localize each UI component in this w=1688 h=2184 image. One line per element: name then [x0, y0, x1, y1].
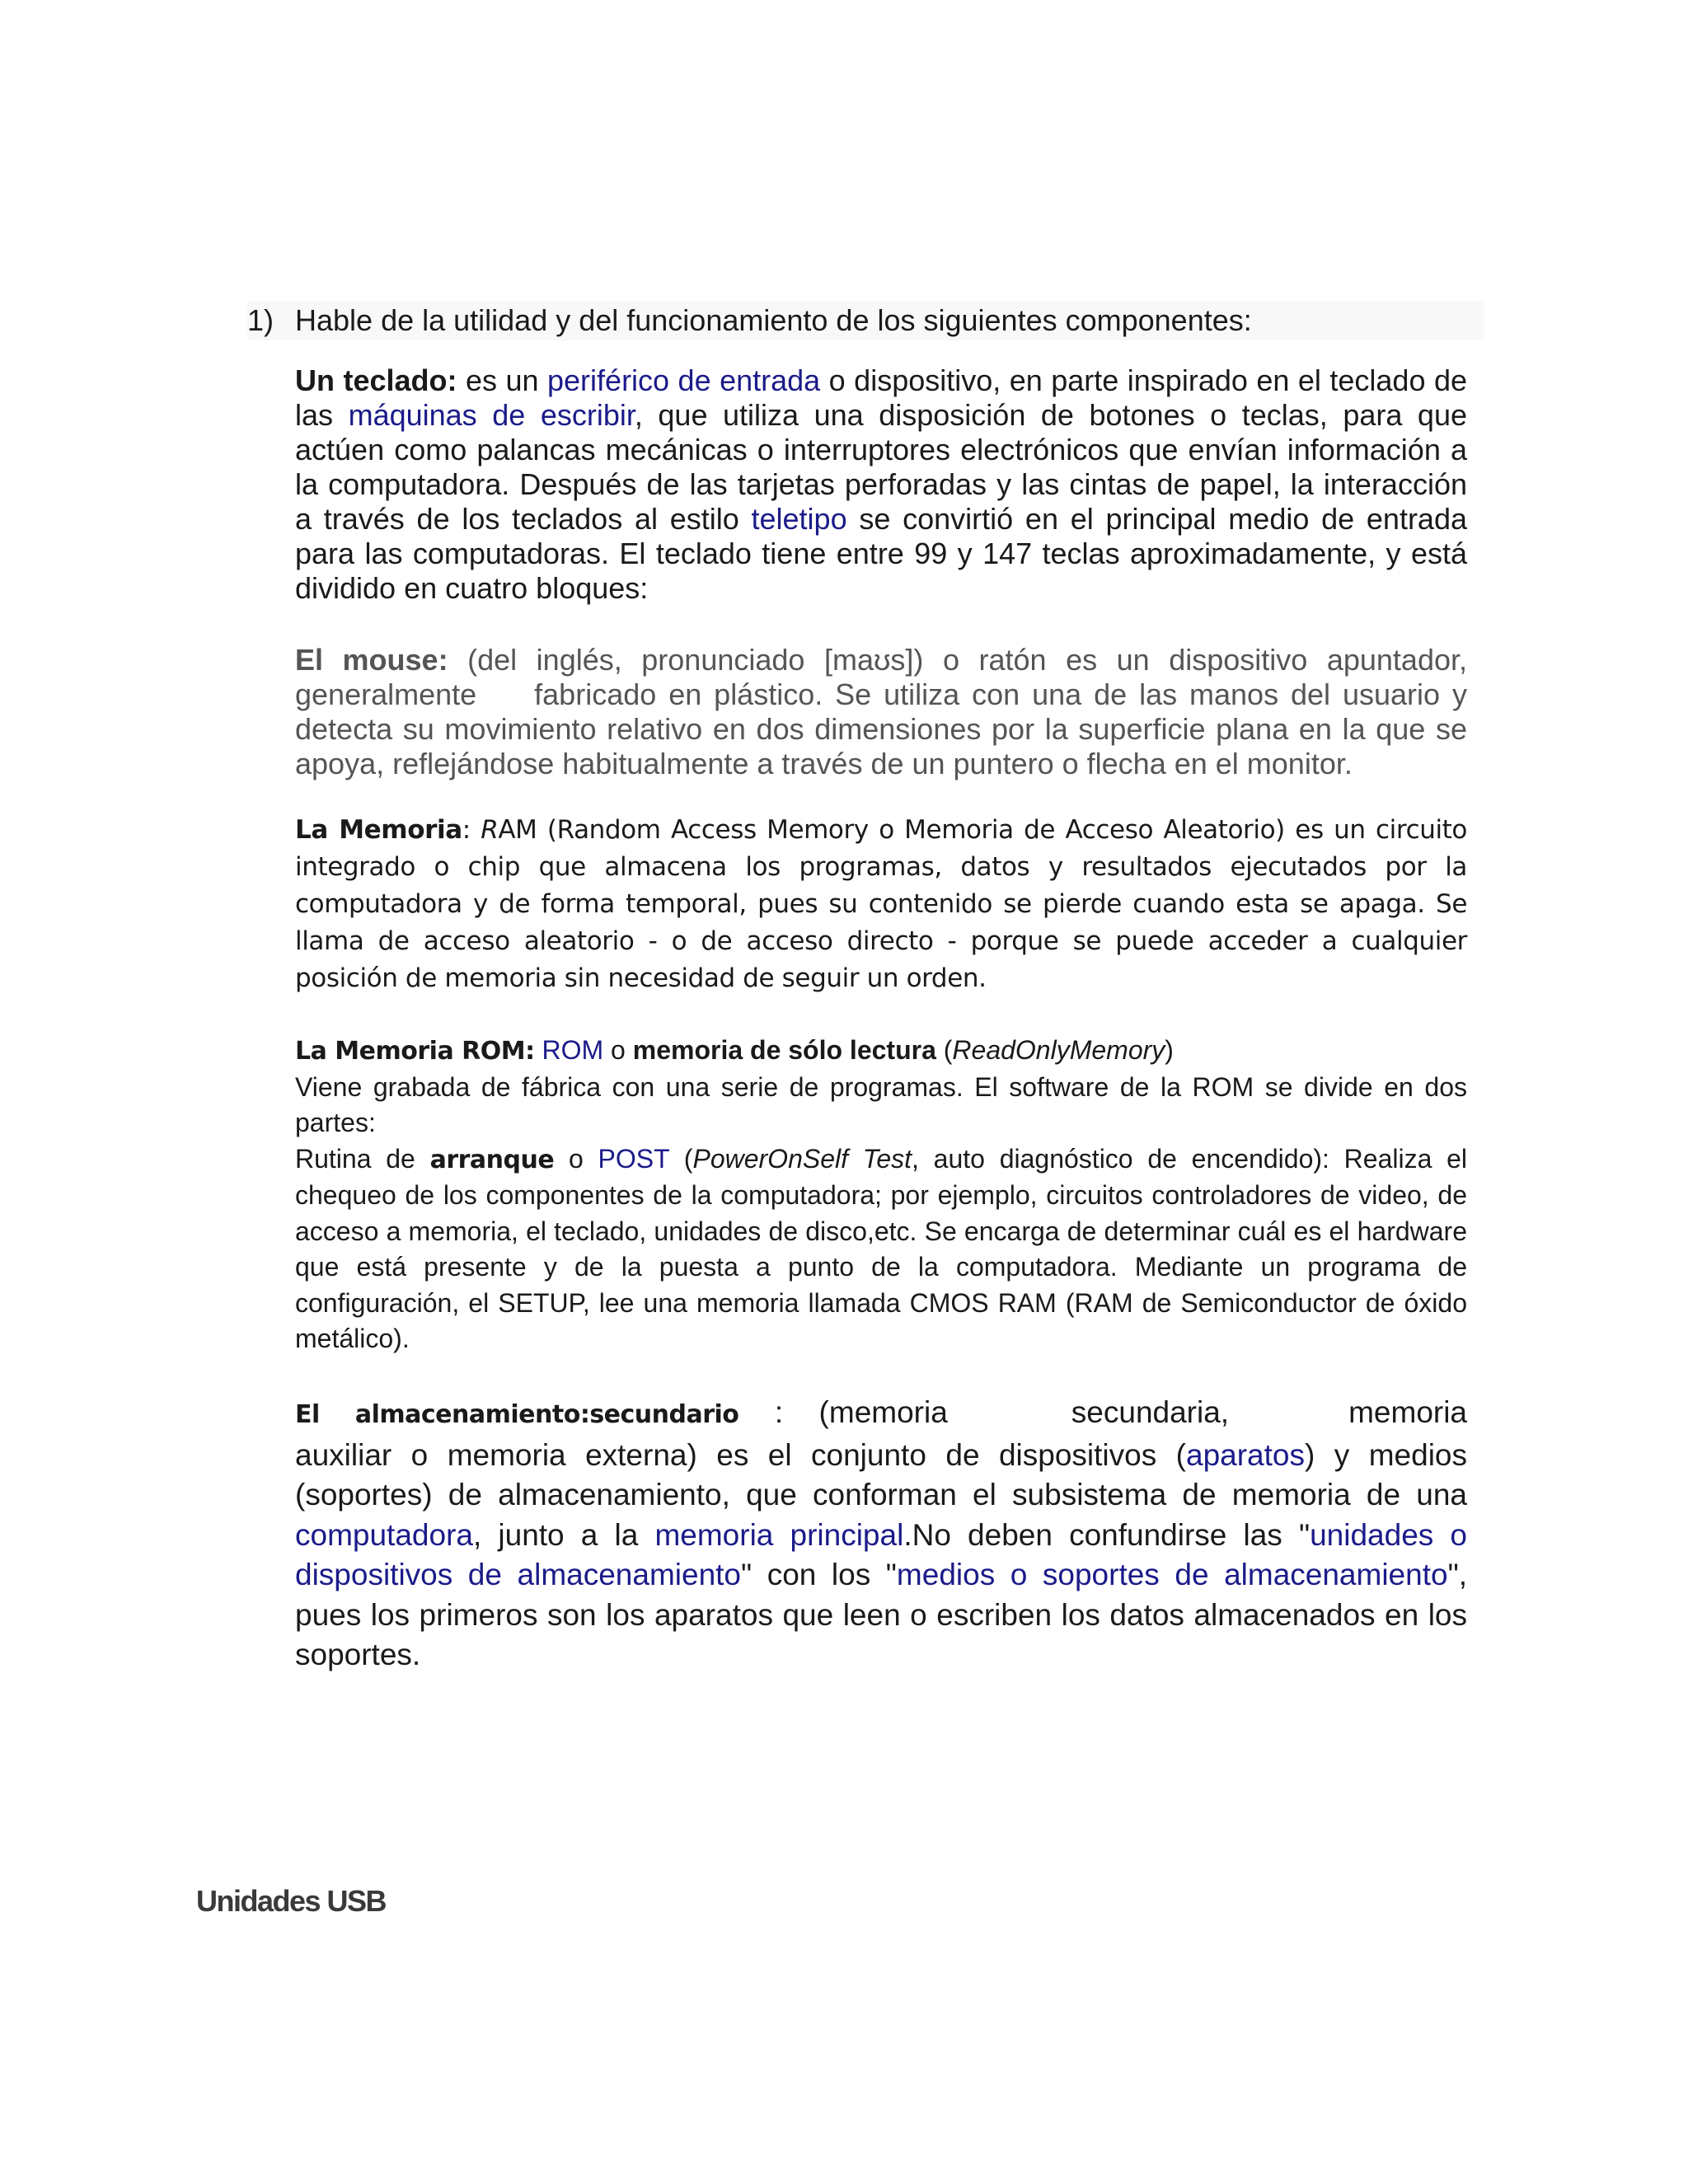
teclado-text-1: es un: [457, 363, 548, 397]
section-almacenamiento: [295, 1393, 1467, 1675]
section-title-unidades-usb: Unidades USB: [196, 1884, 387, 1918]
link-periferico-de-entrada[interactable]: periférico de entrada: [547, 363, 821, 397]
rom-line-2: Viene grabada de fábrica con una serie de programas. El software de la ROM se divide en dos partes:: [295, 1071, 1467, 1137]
rom-italic-1: ReadOnlyMemory: [952, 1035, 1165, 1065]
teclado-label: Un teclado:: [295, 363, 457, 397]
section-ram: [295, 812, 1467, 997]
alm-text-5: , junto a la: [472, 1517, 655, 1552]
ram-label: La Memoria: [295, 815, 462, 845]
link-medios-o-soportes[interactable]: medios o soportes de almacenamiento: [896, 1558, 1448, 1591]
section-teclado: [295, 363, 1467, 606]
alm-text-8: ", pues los primeros son los aparatos que leen o escriben los datos almacenados en los soportes.: [295, 1558, 1467, 1671]
teclado-text-2: o dispositivo, en parte inspirado en el teclado de las: [295, 363, 1467, 432]
rom-text-3: ): [1165, 1035, 1174, 1065]
rom-paragraph-post: [295, 1141, 1467, 1357]
question-text: Hable de la utilidad y del funcionamiento de los siguientes componentes:: [295, 303, 1252, 337]
link-teletipo[interactable]: teletipo: [751, 502, 847, 536]
mouse-text-1: (del inglés, pronunciado [maʊs]) o ratón es un dispositivo apuntador, generalmente: [295, 643, 1467, 711]
rom-bold-2: arranque: [429, 1145, 555, 1174]
section-rom: [295, 1033, 1467, 1357]
rom-text-2: (: [935, 1035, 953, 1065]
rom-text-7: , auto diagnóstico de encendido): Realiza el chequeo de los componentes de la computadora; por ejemplo, circuitos controladores de video, de acceso a memoria, el teclado, unidades de disco,etc. Se encarga de determinar cuál es el hardware que está presente y de la puesta a punto de la computadora. Mediante un programa de configuración, el SETUP, lee una memoria llamada CMOS RAM (RAM de Semiconductor de óxido metálico).: [295, 1143, 1468, 1353]
rom-text-5: o: [554, 1143, 598, 1174]
alm-text-7: " con los ": [741, 1558, 897, 1591]
ram-text: AM (Random Access Memory o Memoria de Acceso Aleatorio) es un circuito integrado o chip que almacena los programas, datos y resultados ejecutados por la computadora y de forma temporal, pues su contenido se pierde cuando esta se apaga. Se llama de acceso aleatorio - o de acceso directo - porque se puede acceder a cualquier posición de memoria sin necesidad de seguir un orden.: [295, 815, 1467, 993]
link-memoria-principal[interactable]: memoria principal: [654, 1517, 904, 1552]
rom-label: La Memoria ROM:: [295, 1037, 535, 1066]
link-unidades-o-dispositivos[interactable]: unidades o dispositivos de almacenamiento: [295, 1517, 1468, 1591]
mouse-label: El mouse:: [295, 643, 448, 677]
alm-text-2: secundaria,: [1071, 1395, 1230, 1429]
rom-italic-2: PowerOnSelf Test: [692, 1143, 912, 1174]
alm-text-4: ) y medios (soportes) de almacenamiento, que conforman el subsistema de memoria de una: [295, 1437, 1467, 1511]
almacenamiento-label: El almacenamiento:secundario: [295, 1400, 739, 1429]
rom-text-4: Rutina de: [295, 1143, 430, 1174]
section-mouse: [295, 643, 1467, 781]
rom-text-6: (: [669, 1143, 693, 1174]
link-post[interactable]: POST: [598, 1143, 670, 1174]
link-computadora[interactable]: computadora: [295, 1517, 473, 1552]
rom-bold-1: memoria de sólo lectura: [632, 1035, 936, 1065]
question-number: 1): [247, 303, 274, 337]
teclado-text-4: se convirtió en el principal medio de entrada para las computadoras. El teclado tiene entre 99 y 147 teclas aproximadamente, y está dividido en cuatro bloques:: [295, 502, 1467, 605]
alm-text-1: : (memoria: [738, 1395, 948, 1429]
rom-line-1: [295, 1033, 1467, 1070]
alm-text-3: memoria auxiliar o memoria externa) es el conjunto de dispositivos (: [295, 1395, 1468, 1472]
teclado-text-3: , que utiliza una disposición de botones o teclas, para que actúen como palancas mecánicas o interruptores electrónicos que envían información a la computadora. Después de las tarjetas perforadas y las cintas de papel, la interacción a través de los teclados al estilo: [295, 398, 1467, 536]
link-aparatos[interactable]: aparatos: [1186, 1437, 1305, 1472]
mouse-text-2: fabricado en plástico. Se utiliza con una de las manos del usuario y detecta su movimiento relativo en dos dimensiones por la superficie plana en la que se apoya, reflejándose habitualmente a través de un puntero o flecha en el monitor.: [295, 677, 1467, 780]
question-heading: [247, 301, 1484, 340]
rom-text-1: o: [603, 1035, 633, 1065]
link-rom[interactable]: ROM: [542, 1035, 604, 1065]
link-maquinas-de-escribir[interactable]: máquinas de escribir: [348, 398, 635, 432]
ram-r: R: [481, 815, 499, 845]
alm-text-6: .No deben confundirse las ": [903, 1517, 1311, 1552]
ram-colon: :: [462, 815, 481, 845]
